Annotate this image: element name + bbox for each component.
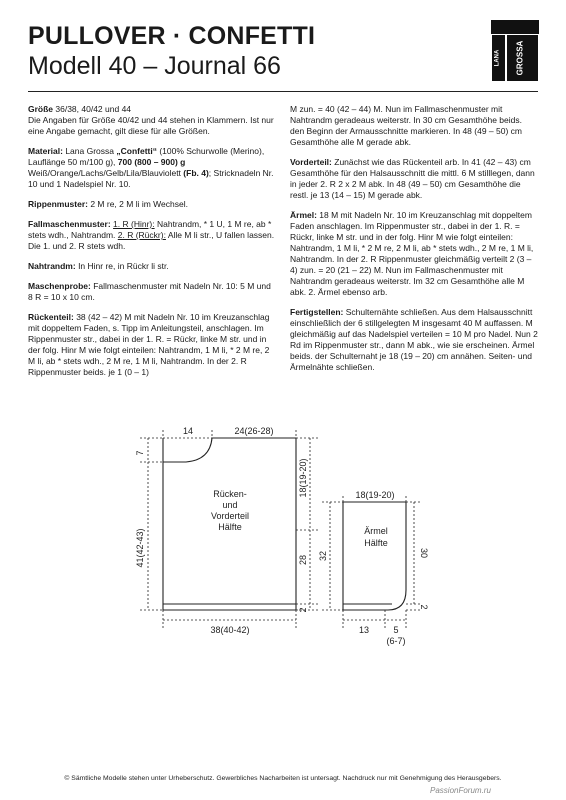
sleeve-label-1: Ärmel <box>364 526 388 536</box>
dim-sleeve-left: 32 <box>318 550 328 562</box>
size-text: Die Angaben für Größe 40/42 und 44 stehen in Klammern. Ist nur eine Angabe gemacht, gilt diese für alle Größen. <box>28 115 274 136</box>
watermark: PassionForum.ru <box>430 786 491 795</box>
sleeve-outline <box>343 502 406 610</box>
front-text: Zunächst wie das Rückenteil arb. In 41 (42 – 43) cm Gesamthöhe für den Halsausschnitt die mittl. 6 M stilllegen, dann in jeder 2. R 2 x 2 M abk. In 48 (49 – 50) cm Gesamthöhe die restl. je 13 (14 – 15) M gerade abk. <box>290 157 535 200</box>
back-label: Rückenteil: <box>28 312 74 322</box>
dim-sleeve-bottom-2: 5 <box>393 625 399 635</box>
lana-grossa-logo <box>491 20 539 82</box>
front-section <box>290 157 538 201</box>
dim-sleeve-right: 30 <box>419 547 429 559</box>
dim-rib-sleeve: 2 <box>419 604 429 610</box>
sleeve-label-2: Hälfte <box>364 538 388 548</box>
right-column <box>290 104 538 382</box>
dim-neck-depth: 7 <box>135 450 145 456</box>
body-label-3: Vorderteil <box>210 511 250 521</box>
dim-sleeve-bottom-3: (6-7) <box>386 636 406 646</box>
drop-stitch-text: Nahtrandm, * 1 U, 1 M re, ab * stets wdh., Nahtrandm. <box>28 219 272 240</box>
size-value: 36/38, 40/42 und 44 <box>53 104 132 114</box>
drop-stitch-label: Fallmaschenmuster: <box>28 219 111 229</box>
body-label-1: Rücken- <box>213 489 247 499</box>
schematic-diagram <box>0 420 566 670</box>
page-subtitle: Modell 40 – Journal 66 <box>28 52 281 80</box>
header-rule <box>28 91 538 92</box>
edge-stitch-label: Nahtrandm: <box>28 261 76 271</box>
row-1-label: 1. R (Hinr): <box>113 219 155 229</box>
dim-shoulder-width: 24(26-28) <box>234 426 274 436</box>
rib-pattern-label: Rippenmuster: <box>28 199 88 209</box>
material-section <box>28 146 276 190</box>
dim-total-height: 41(42-43) <box>135 528 145 568</box>
back-text: 38 (42 – 42) M mit Nadeln Nr. 10 im Kreuzanschlag mit doppeltem Faden, s. Tipp im Anleitungsteil, anschlagen. Im Rippenmuster str., dabei in der 1. R. = Rückr, linke M str. und in der folg. Hinr M wie folgt einteilen: Nahtrandm, 1 M li, * 2 M re, 2 M li, ab * stets wdh., 2 M re, 1 M li, Nahtrandm. In der 2. R Rippenmuster beids. je 1 (0 – 1) <box>28 312 270 377</box>
drop-stitch-section <box>28 219 276 252</box>
dim-sleeve-bottom-1: 13 <box>358 625 370 635</box>
dim-side-height: 28 <box>298 554 308 566</box>
size-section <box>28 104 276 137</box>
row-2-label: 2. R (Rückr): <box>117 230 166 240</box>
dim-neck-width: 14 <box>182 426 194 436</box>
body-label-2: und <box>222 500 238 510</box>
copyright-note: © Sämtliche Modelle stehen unter Urheberschutz. Gewerbliches Nacharbeiten ist untersagt. Nachdruck nur mit Genehmigung des Herausgebers. <box>64 775 502 782</box>
logo-text-lana: LANA <box>494 49 501 67</box>
dim-rib-body: 2 <box>298 607 308 613</box>
finishing-section <box>290 307 538 373</box>
rib-pattern-section <box>28 199 276 210</box>
material-label: Material: <box>28 146 63 156</box>
sleeve-text: 18 M mit Nadeln Nr. 10 im Kreuzanschlag mit doppeltem Faden anschlagen. Im Rippenmuster str., dabei in der 1. R. = Rückr, linke M str. und in der folg. Hinr M wie folgt einteilen: Nahtrandm, 1 M li, * 2 M re, 2 M li, ab * stets wdh., 2 M re, 1 M li, Nahtrandm. In der 2. R Rippenmuster gleichmäßig verteilt 2 (3 – 4) zun. = 20 (21 – 22) M. Nun im Fallmaschenmuster mit Nahtrandm geradeaus weiterstr. Im 32 cm Gesamthöhe alle M abk. 2. Ärmel ebenso arb. <box>290 210 534 297</box>
edge-stitch-section <box>28 261 276 272</box>
dim-bottom-width: 38(40-42) <box>210 625 250 635</box>
material-amount: 700 (800 – 900) g <box>117 157 186 167</box>
rib-pattern-text: 2 M re, 2 M li im Wechsel. <box>87 199 188 209</box>
page-title: PULLOVER · CONFETTI <box>28 22 316 50</box>
drop-stitch-text: Alle M li str., U fallen lassen. Die 1. und 2. R stets wdh. <box>28 230 275 251</box>
back-continued: M zun. = 40 (42 – 44) M. Nun im Fallmaschenmuster mit Nahtrandm geradeaus weiterstr. In 30 cm Gesamthöhe beids. den Beginn der Armausschnitte markieren. In 48 (49 – 50) cm Gesamthöhe alle M gerade abk. <box>290 104 522 147</box>
material-text: Weiß/Orange/Lachs/Gelb/Lila/Blauviolett <box>28 168 184 178</box>
material-text: ; Stricknadeln Nr. 10 und 1 Nadelspiel Nr. 10. <box>28 168 274 189</box>
left-column <box>28 104 276 387</box>
material-text: Lana Grossa <box>62 146 117 156</box>
gauge-text: Fallmaschenmuster mit Nadeln Nr. 10: 5 M und 8 R = 10 x 10 cm. <box>28 281 271 302</box>
logo-text-grossa: GROSSA <box>515 40 525 76</box>
gauge-label: Maschenprobe: <box>28 281 91 291</box>
size-label: Größe <box>28 104 54 114</box>
finishing-text: Schulternähte schließen. Aus dem Halsausschnitt einschließlich der 6 stillgelegten M insgesamt 40 M auffassen. M gleichmäßig auf das Nadelspiel verteilen = 10 M pro Nadel. Nun 2 Rd im Rippenmuster str., dann M abk., wie sie erscheinen. Ärmel beids. der Schulternaht je 18 (19 – 20) cm annähen. Seiten- und Ärmelnähte schließen. <box>290 307 538 372</box>
sleeve-label: Ärmel: <box>290 210 317 220</box>
edge-stitch-text: In Hinr re, in Rückr li str. <box>75 261 169 271</box>
back-section <box>28 312 276 378</box>
front-label: Vorderteil: <box>290 157 332 167</box>
material-yarn: „Confetti“ <box>116 146 157 156</box>
finishing-label: Fertigstellen: <box>290 307 344 317</box>
material-color-number: (Fb. 4) <box>183 168 209 178</box>
sleeve-section <box>290 210 538 298</box>
material-text: (100% Schurwolle (Merino), Lauflänge 50 m/100 g), <box>28 146 265 167</box>
body-label-4: Hälfte <box>218 522 242 532</box>
dim-sleeve-top: 18(19-20) <box>355 490 395 500</box>
dim-armhole: 18(19-20) <box>298 458 308 498</box>
gauge-section <box>28 281 276 303</box>
